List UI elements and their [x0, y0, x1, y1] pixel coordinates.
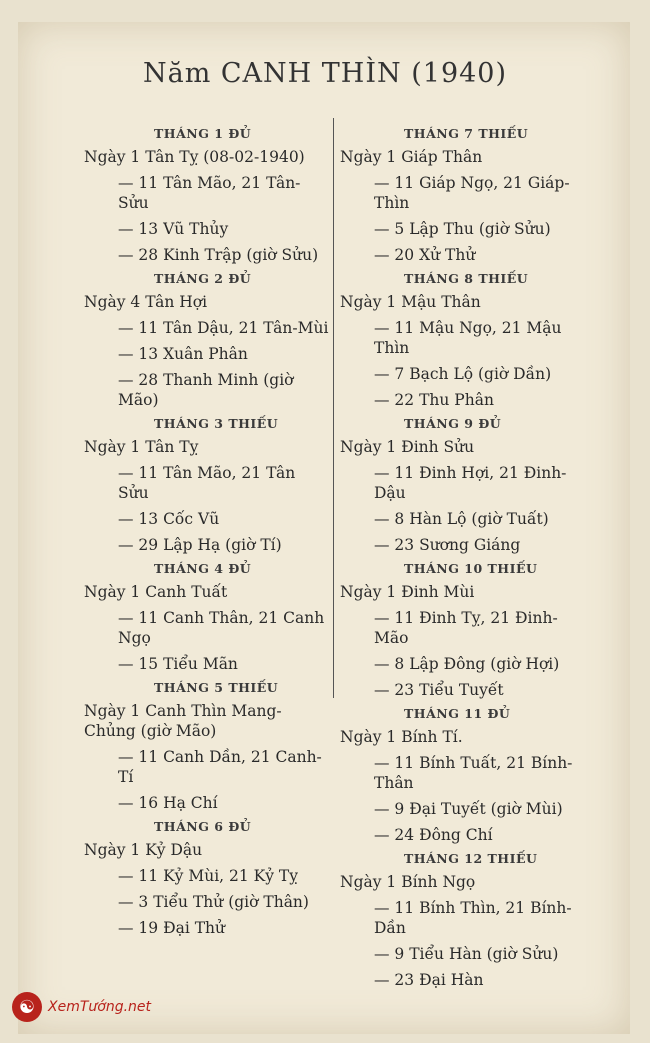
- month-entry: — 11 Canh Thân, 21 Canh Ngọ: [118, 609, 325, 647]
- month-block: [340, 851, 590, 990]
- month-block: [340, 706, 590, 845]
- page-title: Năm CANH THÌN (1940): [142, 58, 508, 89]
- month-entry: — 11 Đinh Tỵ, 21 Đinh-Mão: [374, 609, 558, 647]
- month-entry: — 8 Hàn Lộ (giờ Tuất): [374, 510, 549, 528]
- month-block: [84, 126, 329, 265]
- month-entry: — 13 Xuân Phân: [118, 345, 248, 363]
- column-divider: [333, 118, 334, 698]
- month-start-day: Ngày 1 Tân Tỵ (08-02-1940): [84, 148, 305, 166]
- left-column: [84, 126, 329, 944]
- month-block: [84, 271, 329, 410]
- month-heading: THÁNG 3 THIẾU: [154, 416, 279, 431]
- month-entry: — 11 Tân Mão, 21 Tân Sửu: [118, 464, 296, 502]
- month-entry: — 11 Canh Dần, 21 Canh-Tí: [118, 748, 322, 786]
- month-start-day: Ngày 1 Canh Thìn Mang-Chủng (giờ Mão): [84, 702, 282, 740]
- month-entry: — 28 Thanh Minh (giờ Mão): [118, 371, 294, 409]
- month-heading: THÁNG 12 THIẾU: [404, 851, 538, 866]
- month-start-day: Ngày 4 Tân Hợi: [84, 293, 208, 311]
- month-entry: — 11 Bính Tuất, 21 Bính-Thân: [374, 754, 573, 792]
- month-start-day: Ngày 1 Mậu Thân: [340, 293, 481, 311]
- month-entry: — 23 Đại Hàn: [374, 971, 484, 989]
- month-entry: — 29 Lập Hạ (giờ Tí): [118, 536, 282, 554]
- month-block: [340, 126, 590, 265]
- month-start-day: Ngày 1 Đinh Mùi: [340, 583, 475, 601]
- month-heading: THÁNG 7 THIẾU: [404, 126, 529, 141]
- month-block: [84, 416, 329, 555]
- month-entry: — 11 Đinh Hợi, 21 Đinh-Dậu: [374, 464, 567, 502]
- month-entry: — 11 Tân Mão, 21 Tân-Sửu: [118, 174, 301, 212]
- month-block: [340, 271, 590, 410]
- month-start-day: Ngày 1 Tân Tỵ: [84, 438, 199, 456]
- month-entry: — 23 Sương Giáng: [374, 536, 521, 554]
- month-entry: — 16 Hạ Chí: [118, 794, 218, 812]
- month-block: [84, 680, 329, 813]
- month-entry: — 13 Cốc Vũ: [118, 510, 220, 528]
- month-heading: THÁNG 4 ĐỦ: [154, 561, 252, 576]
- month-entry: — 3 Tiểu Thử (giờ Thân): [118, 893, 309, 911]
- watermark-text: XemTướng.net: [48, 999, 152, 1015]
- month-start-day: Ngày 1 Giáp Thân: [340, 148, 483, 166]
- watermark-logo: [12, 992, 182, 1022]
- month-heading: THÁNG 10 THIẾU: [404, 561, 538, 576]
- month-block: [84, 819, 329, 938]
- month-entry: — 11 Mậu Ngọ, 21 Mậu Thìn: [374, 319, 562, 357]
- month-start-day: Ngày 1 Kỷ Dậu: [84, 841, 203, 859]
- month-entry: — 13 Vũ Thủy: [118, 220, 229, 238]
- month-entry: — 11 Tân Dậu, 21 Tân-Mùi: [118, 319, 329, 337]
- month-entry: — 9 Tiểu Hàn (giờ Sửu): [374, 945, 559, 963]
- month-block: [84, 561, 329, 674]
- month-heading: THÁNG 8 THIẾU: [404, 271, 529, 286]
- month-entry: — 19 Đại Thử: [118, 919, 226, 937]
- month-entry: — 20 Xử Thử: [374, 246, 476, 264]
- month-entry: — 28 Kinh Trập (giờ Sửu): [118, 246, 319, 264]
- month-heading: THÁNG 5 THIẾU: [154, 680, 279, 695]
- month-block: [340, 561, 590, 700]
- month-start-day: Ngày 1 Bính Tí.: [340, 728, 463, 746]
- month-entry: — 22 Thu Phân: [374, 391, 494, 409]
- month-entry: — 9 Đại Tuyết (giờ Mùi): [374, 800, 563, 818]
- month-entry: — 11 Giáp Ngọ, 21 Giáp-Thìn: [374, 174, 570, 212]
- month-heading: THÁNG 9 ĐỦ: [404, 416, 502, 431]
- right-column: [340, 126, 590, 996]
- month-entry: — 11 Bính Thìn, 21 Bính-Dần: [374, 899, 572, 937]
- month-start-day: Ngày 1 Canh Tuất: [84, 583, 228, 601]
- month-heading: THÁNG 1 ĐỦ: [154, 126, 252, 141]
- month-block: [340, 416, 590, 555]
- month-entry: — 8 Lập Đông (giờ Hợi): [374, 655, 560, 673]
- month-entry: — 23 Tiểu Tuyết: [374, 681, 504, 699]
- month-entry: — 5 Lập Thu (giờ Sửu): [374, 220, 551, 238]
- month-heading: THÁNG 2 ĐỦ: [154, 271, 252, 286]
- yin-yang-icon: ☯: [12, 992, 42, 1022]
- month-heading: THÁNG 11 ĐỦ: [404, 706, 511, 721]
- month-entry: — 11 Kỷ Mùi, 21 Kỷ Tỵ: [118, 867, 299, 885]
- month-entry: — 24 Đông Chí: [374, 826, 493, 844]
- month-start-day: Ngày 1 Bính Ngọ: [340, 873, 476, 891]
- month-heading: THÁNG 6 ĐỦ: [154, 819, 252, 834]
- month-start-day: Ngày 1 Đinh Sửu: [340, 438, 475, 456]
- month-entry: — 7 Bạch Lộ (giờ Dần): [374, 365, 552, 383]
- month-entry: — 15 Tiểu Mãn: [118, 655, 238, 673]
